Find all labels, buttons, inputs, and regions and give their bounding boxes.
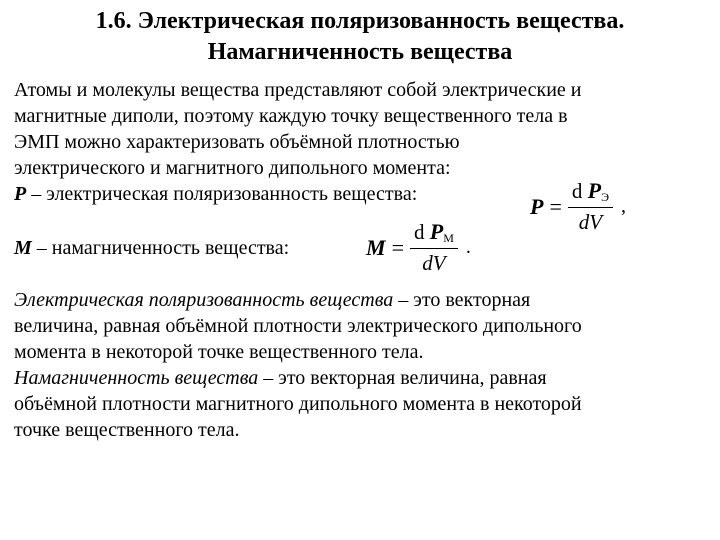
formula-equals: = [391, 234, 404, 260]
definition-rest: – это векторная [393, 289, 531, 311]
formula-numerator [410, 219, 458, 248]
definition-rest: – это векторная величина, равная [258, 367, 547, 389]
polarization-symbol: P [14, 183, 27, 205]
polarization-formula [530, 178, 626, 235]
formula-lhs: M [366, 234, 386, 260]
formula-denominator: dV [422, 251, 446, 275]
formula-lhs: P [530, 193, 544, 219]
definition-magnetization-line [14, 365, 714, 391]
formula-denominator: dV [578, 210, 603, 234]
definition-line: точке вещественного тела. [14, 419, 240, 441]
formula-fraction [568, 178, 613, 235]
intro-line: Атомы и молекулы вещества представляют собой электрические и [14, 79, 582, 101]
formula-fraction [410, 219, 458, 276]
formula-equals: = [549, 193, 562, 219]
slide-title [0, 6, 720, 68]
definitions-paragraph [14, 287, 714, 443]
magnetization-symbol: M [14, 237, 32, 259]
magnetization-text: – намагниченность вещества: [31, 237, 290, 259]
formula-punctuation: . [465, 236, 471, 258]
definition-polarization-line [14, 287, 714, 313]
numerator-d: d [413, 220, 425, 244]
numerator-symbol: P [587, 178, 602, 203]
definition-term: Электрическая поляризованность вещества [14, 289, 394, 311]
magnetization-line [14, 235, 714, 261]
polarization-text: – электрическая поляризованность вещества: [26, 183, 418, 205]
formula-numerator [568, 178, 613, 207]
numerator-subscript: Э [601, 190, 609, 204]
numerator-subscript: M [443, 231, 454, 245]
definition-line: момента в некоторой точке вещественного тела. [14, 341, 424, 363]
numerator-d: d [571, 179, 583, 203]
formula-punctuation: , [621, 195, 626, 217]
definition-line: объёмной плотности магнитного дипольного момента в некоторой [14, 393, 582, 415]
intro-line: ЭМП можно характеризовать объёмной плотностью [14, 131, 460, 153]
numerator-symbol: P [429, 219, 444, 244]
intro-line: электрического и магнитного дипольного момента: [14, 157, 451, 179]
title-line-1: 1.6. Электрическая поляризованность вещества. [95, 8, 625, 34]
intro-line: магнитные диполи, поэтому каждую точку вещественного тела в [14, 105, 568, 127]
title-line-2: Намагниченность вещества [207, 39, 513, 65]
definition-line: величина, равная объёмной плотности электрического дипольного [14, 315, 582, 337]
magnetization-formula [366, 219, 471, 276]
definition-term: Намагниченность вещества [14, 367, 259, 389]
